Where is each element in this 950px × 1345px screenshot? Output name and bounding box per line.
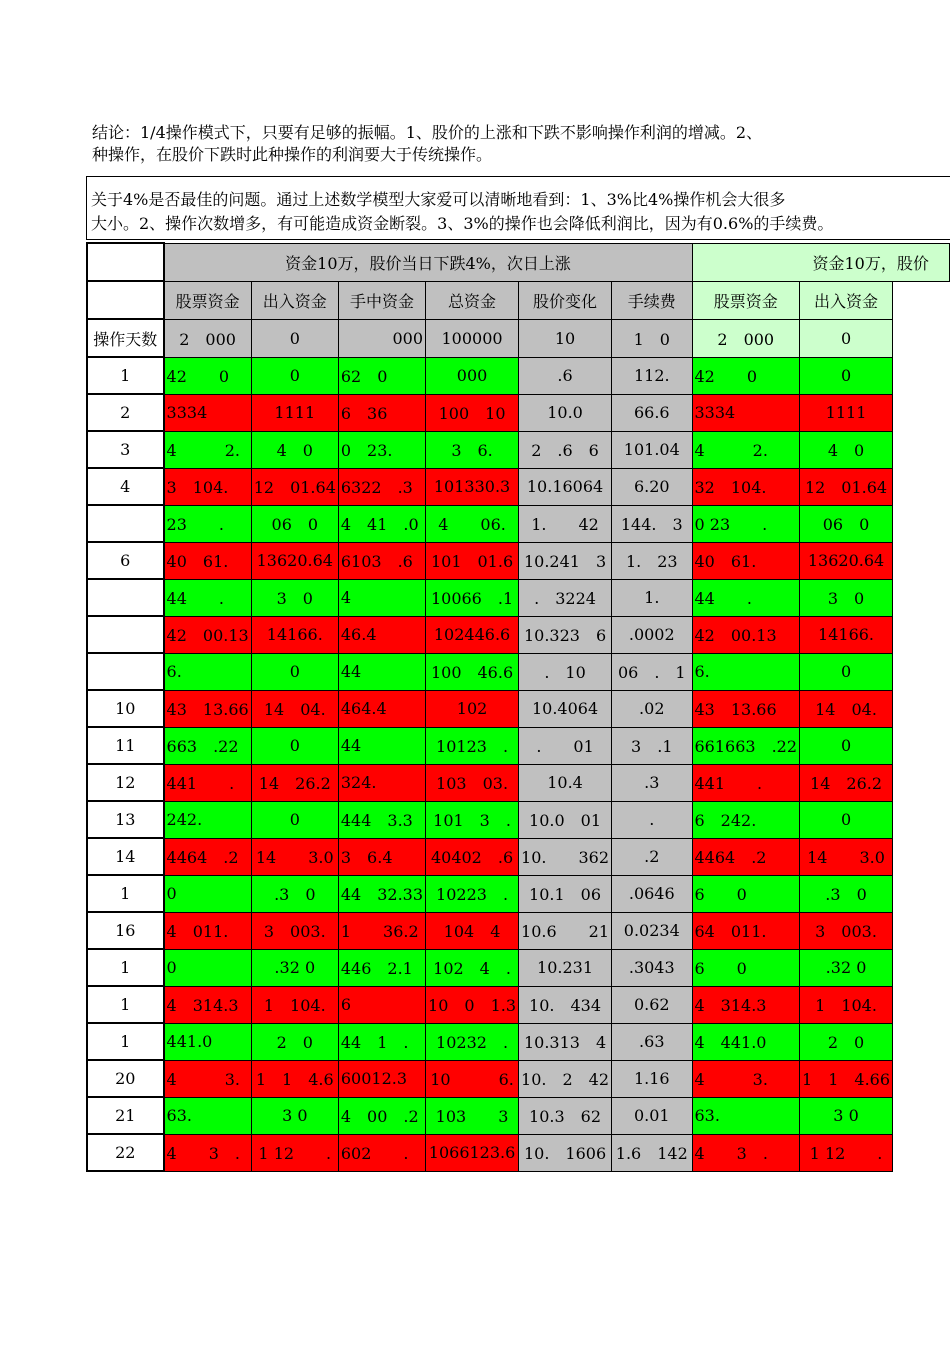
data-cell: 1 104. <box>251 986 338 1023</box>
empty-cell <box>893 1060 950 1097</box>
data-cell: .32 0 <box>800 949 893 986</box>
conclusion-text <box>92 122 950 166</box>
data-cell: 14 26.2 <box>800 764 893 801</box>
data-cell: 6 0 <box>692 949 800 986</box>
data-cell: 6 242. <box>692 801 800 838</box>
data-cell: 3334 <box>164 394 252 431</box>
corner-cell <box>87 243 164 281</box>
day-cell <box>87 653 164 690</box>
data-cell: 103 3 <box>426 1097 519 1134</box>
conclusion-line-1: 结论：1/4操作模式下，只要有足够的振幅。1、股价的上涨和下跌不影响操作利润的增减。2、 <box>92 123 763 142</box>
table-row <box>87 727 950 764</box>
day-cell: 1 <box>87 357 164 394</box>
data-cell: 4 3 . <box>692 1134 800 1171</box>
data-cell: 44 1 . <box>338 1023 425 1060</box>
data-cell: 60012.3 <box>338 1060 425 1097</box>
data-cell: 10 6. <box>426 1060 519 1097</box>
data-cell: 441 . <box>164 764 252 801</box>
data-cell: 324. <box>338 764 425 801</box>
data-cell: 32 104. <box>692 468 800 505</box>
data-cell: 4 <box>338 579 425 616</box>
data-cell: 40402 .6 <box>426 838 519 875</box>
table-row <box>87 431 950 468</box>
empty-cell <box>893 653 950 690</box>
group-title-row <box>87 243 950 281</box>
header-corner-cell <box>87 281 164 319</box>
data-cell: . 10 <box>519 653 612 690</box>
data-cell: 0.01 <box>612 1097 692 1134</box>
empty-cell <box>893 801 950 838</box>
data-cell: 103 03. <box>426 764 519 801</box>
table-row <box>87 875 950 912</box>
initial-value-cell: 100000 <box>426 319 519 357</box>
data-cell: 06 0 <box>251 505 338 542</box>
data-cell: 10.4064 <box>519 690 612 727</box>
data-cell: 3334 <box>692 394 800 431</box>
group2-title: 资金10万，股价 <box>692 243 950 281</box>
data-cell: . <box>612 801 692 838</box>
data-cell: 464.4 <box>338 690 425 727</box>
empty-cell <box>893 690 950 727</box>
data-cell: 1 36.2 <box>338 912 425 949</box>
data-cell: 1.16 <box>612 1060 692 1097</box>
empty-cell <box>893 542 950 579</box>
empty-cell <box>893 616 950 653</box>
data-cell: 0.62 <box>612 986 692 1023</box>
table-row <box>87 1060 950 1097</box>
data-cell: 0.0234 <box>612 912 692 949</box>
day-cell: 1 <box>87 986 164 1023</box>
data-cell: 2 0 <box>251 1023 338 1060</box>
data-cell: 10.6 21 <box>519 912 612 949</box>
table-row <box>87 394 950 431</box>
data-cell: 42 00.13 <box>692 616 800 653</box>
table-row <box>87 838 950 875</box>
empty-cell <box>893 431 950 468</box>
data-cell: 441 . <box>692 764 800 801</box>
data-cell: 10. 1606 <box>519 1134 612 1171</box>
data-cell: 1. <box>612 579 692 616</box>
data-cell: 6322 .3 <box>338 468 425 505</box>
data-cell: 1 1 4.6 <box>251 1060 338 1097</box>
data-cell: 12 01.64 <box>800 468 893 505</box>
data-cell: 10.231 <box>519 949 612 986</box>
data-cell: 10.4 <box>519 764 612 801</box>
conclusion-line-2: 种操作，在股价下跌时此种操作的利润要大于传统操作。 <box>92 145 493 164</box>
data-cell: . 01 <box>519 727 612 764</box>
data-cell: 3 6.4 <box>338 838 425 875</box>
data-cell: 10. 434 <box>519 986 612 1023</box>
column-header: 手续费 <box>612 281 692 319</box>
spreadsheet-table-wrapper <box>86 242 950 1222</box>
data-cell: 42 00.13 <box>164 616 252 653</box>
data-cell: 0 23. <box>338 431 425 468</box>
data-cell: 10.0 01 <box>519 801 612 838</box>
day-cell <box>87 579 164 616</box>
data-cell: 0 <box>164 949 252 986</box>
data-cell: 10223 . <box>426 875 519 912</box>
data-cell: 102 <box>426 690 519 727</box>
initial-row <box>87 319 950 357</box>
table-row <box>87 616 950 653</box>
data-cell: 1 12 . <box>251 1134 338 1171</box>
empty-cell <box>893 394 950 431</box>
empty-cell <box>893 1134 950 1171</box>
initial-value-cell: 0 <box>800 319 893 357</box>
day-cell <box>87 616 164 653</box>
day-cell: 16 <box>87 912 164 949</box>
day-cell: 13 <box>87 801 164 838</box>
note-line-2: 大小。2、操作次数增多，有可能造成资金断裂。3、3%的操作也会降低利润比，因为有0.6%的手续费。 <box>91 214 834 233</box>
data-cell: 13620.64 <box>251 542 338 579</box>
data-cell: 4 06. <box>426 505 519 542</box>
data-cell: 42 0 <box>164 357 252 394</box>
data-cell: 144. 3 <box>612 505 692 542</box>
data-cell: .6 <box>519 357 612 394</box>
column-header: 总资金 <box>426 281 519 319</box>
column-header: 股票资金 <box>164 281 252 319</box>
data-cell: 64 011. <box>692 912 800 949</box>
data-cell: 3 0 <box>251 579 338 616</box>
data-cell: .02 <box>612 690 692 727</box>
data-cell: 0 <box>251 801 338 838</box>
data-cell: 3 104. <box>164 468 252 505</box>
data-cell: 06 . 1 <box>612 653 692 690</box>
day-cell: 1 <box>87 875 164 912</box>
data-cell: 663 .22 <box>164 727 252 764</box>
data-cell: 63. <box>692 1097 800 1134</box>
day-cell: 14 <box>87 838 164 875</box>
note-line-1: 关于4%是否最佳的问题。通过上述数学模型大家爱可以清晰地看到：1、3%比4%操作机会大很多 <box>91 190 786 209</box>
data-cell: 0 23 . <box>692 505 800 542</box>
data-cell: 06 0 <box>800 505 893 542</box>
empty-cell <box>893 727 950 764</box>
data-cell: 242. <box>164 801 252 838</box>
day-cell: 12 <box>87 764 164 801</box>
table-row <box>87 579 950 616</box>
day-cell: 11 <box>87 727 164 764</box>
note-box <box>86 176 950 240</box>
data-cell: 10.241 3 <box>519 542 612 579</box>
data-cell: .3 <box>612 764 692 801</box>
day-cell: 6 <box>87 542 164 579</box>
data-cell: 14166. <box>251 616 338 653</box>
data-cell: 6. <box>164 653 252 690</box>
data-cell: 44 . <box>164 579 252 616</box>
data-cell: 4 2. <box>692 431 800 468</box>
data-cell: 4 314.3 <box>164 986 252 1023</box>
data-cell: 10 0 1.3 <box>426 986 519 1023</box>
data-cell: 4 3. <box>692 1060 800 1097</box>
table-row <box>87 1023 950 1060</box>
data-cell: 1.6 142 <box>612 1134 692 1171</box>
empty-cell <box>893 875 950 912</box>
data-cell: 6.20 <box>612 468 692 505</box>
empty-cell <box>893 1097 950 1134</box>
data-cell: 4 00 .2 <box>338 1097 425 1134</box>
day-cell: 4 <box>87 468 164 505</box>
data-cell: 6103 .6 <box>338 542 425 579</box>
day-cell: 21 <box>87 1097 164 1134</box>
data-cell: 14 3.0 <box>251 838 338 875</box>
table-row <box>87 542 950 579</box>
initial-value-cell: 2 000 <box>692 319 800 357</box>
empty-cell <box>893 912 950 949</box>
data-cell: 101.04 <box>612 431 692 468</box>
data-cell: 13620.64 <box>800 542 893 579</box>
data-cell: 10066 .1 <box>426 579 519 616</box>
table-row <box>87 505 950 542</box>
header-row <box>87 281 950 319</box>
data-cell: 441.0 <box>164 1023 252 1060</box>
data-cell: 66.6 <box>612 394 692 431</box>
init-label: 操作天数 <box>87 319 164 357</box>
data-cell: 0 <box>800 801 893 838</box>
column-header: 股价变化 <box>519 281 612 319</box>
table-row <box>87 653 950 690</box>
day-cell: 20 <box>87 1060 164 1097</box>
empty-cell <box>893 281 950 319</box>
data-cell: 62 0 <box>338 357 425 394</box>
data-cell: 44 . <box>692 579 800 616</box>
data-cell: 3 6. <box>426 431 519 468</box>
data-cell: 101 3 . <box>426 801 519 838</box>
data-cell: 14 04. <box>251 690 338 727</box>
data-cell: 3 0 <box>251 1097 338 1134</box>
data-cell: 4 3 . <box>164 1134 252 1171</box>
data-cell: 3 .1 <box>612 727 692 764</box>
data-cell: 4 0 <box>251 431 338 468</box>
data-cell: 101330.3 <box>426 468 519 505</box>
data-cell: 1066123.6 <box>426 1134 519 1171</box>
table-row <box>87 986 950 1023</box>
column-header: 手中资金 <box>338 281 425 319</box>
data-cell: .3 0 <box>251 875 338 912</box>
empty-cell <box>893 579 950 616</box>
data-cell: 000 <box>426 357 519 394</box>
data-cell: 3 0 <box>800 1097 893 1134</box>
data-cell: 12 01.64 <box>251 468 338 505</box>
day-cell: 1 <box>87 1023 164 1060</box>
data-cell: 44 <box>338 653 425 690</box>
data-cell: 3 003. <box>800 912 893 949</box>
data-cell: 40 61. <box>692 542 800 579</box>
day-cell: 1 <box>87 949 164 986</box>
empty-cell <box>893 357 950 394</box>
data-cell: 6 0 <box>692 875 800 912</box>
data-cell: 4 011. <box>164 912 252 949</box>
data-cell: 14 26.2 <box>251 764 338 801</box>
data-cell: 4464 .2 <box>164 838 252 875</box>
day-cell <box>87 505 164 542</box>
table-row <box>87 690 950 727</box>
data-cell: 2 0 <box>800 1023 893 1060</box>
initial-value-cell: 1 0 <box>612 319 692 357</box>
data-cell: 4464 .2 <box>692 838 800 875</box>
data-cell: 1. 23 <box>612 542 692 579</box>
data-cell: .3043 <box>612 949 692 986</box>
data-cell: 0 <box>251 653 338 690</box>
data-cell: 10.323 6 <box>519 616 612 653</box>
table-row <box>87 468 950 505</box>
data-cell: 0 <box>800 727 893 764</box>
data-cell: 40 61. <box>164 542 252 579</box>
data-cell: 14 3.0 <box>800 838 893 875</box>
data-cell: 602 . <box>338 1134 425 1171</box>
table-row <box>87 1134 950 1171</box>
table-body <box>87 243 950 1171</box>
data-cell: 46.4 <box>338 616 425 653</box>
data-cell: 100 46.6 <box>426 653 519 690</box>
empty-cell <box>893 986 950 1023</box>
data-cell: 10.1 06 <box>519 875 612 912</box>
data-cell: . 3224 <box>519 579 612 616</box>
data-cell: 0 <box>251 727 338 764</box>
data-cell: 10123 . <box>426 727 519 764</box>
initial-value-cell: 2 000 <box>164 319 252 357</box>
data-cell: 1111 <box>800 394 893 431</box>
data-cell: .0002 <box>612 616 692 653</box>
data-cell: 4 0 <box>800 431 893 468</box>
data-cell: 10. 2 42 <box>519 1060 612 1097</box>
empty-cell <box>893 319 950 357</box>
data-cell: 3 0 <box>800 579 893 616</box>
data-cell: .0646 <box>612 875 692 912</box>
table-row <box>87 1097 950 1134</box>
group1-title: 资金10万，股价当日下跌4%，次日上涨 <box>164 243 692 281</box>
empty-cell <box>893 468 950 505</box>
day-cell: 2 <box>87 394 164 431</box>
data-cell: 10.16064 <box>519 468 612 505</box>
column-header: 出入资金 <box>800 281 893 319</box>
data-cell: 10. 362 <box>519 838 612 875</box>
table-row <box>87 764 950 801</box>
data-cell: 10.0 <box>519 394 612 431</box>
data-cell: .2 <box>612 838 692 875</box>
data-cell: 1. 42 <box>519 505 612 542</box>
data-cell: 4 41 .0 <box>338 505 425 542</box>
data-cell: 14166. <box>800 616 893 653</box>
day-cell: 10 <box>87 690 164 727</box>
initial-value-cell: 0 <box>251 319 338 357</box>
table-row <box>87 912 950 949</box>
day-cell: 22 <box>87 1134 164 1171</box>
data-cell: 102446.6 <box>426 616 519 653</box>
data-cell: 43 13.66 <box>692 690 800 727</box>
data-cell: 42 0 <box>692 357 800 394</box>
data-cell: 6. <box>692 653 800 690</box>
data-cell: 0 <box>800 357 893 394</box>
data-cell: 23 . <box>164 505 252 542</box>
day-cell: 3 <box>87 431 164 468</box>
initial-value-cell: 10 <box>519 319 612 357</box>
data-cell: .3 0 <box>800 875 893 912</box>
empty-cell <box>893 838 950 875</box>
empty-cell <box>893 949 950 986</box>
data-cell: 10.3 62 <box>519 1097 612 1134</box>
spreadsheet-table <box>86 242 950 1172</box>
data-cell: 1 12 . <box>800 1134 893 1171</box>
data-cell: 661663 .22 <box>692 727 800 764</box>
data-cell: 102 4 . <box>426 949 519 986</box>
data-cell: 101 01.6 <box>426 542 519 579</box>
initial-value-cell: 000 <box>338 319 425 357</box>
data-cell: 10232 . <box>426 1023 519 1060</box>
empty-cell <box>893 764 950 801</box>
data-cell: .63 <box>612 1023 692 1060</box>
data-cell: 104 4 <box>426 912 519 949</box>
data-cell: 446 2.1 <box>338 949 425 986</box>
column-header: 股票资金 <box>692 281 800 319</box>
data-cell: 112. <box>612 357 692 394</box>
data-cell: .32 0 <box>251 949 338 986</box>
data-cell: 100 10 <box>426 394 519 431</box>
column-header: 出入资金 <box>251 281 338 319</box>
data-cell: 1111 <box>251 394 338 431</box>
data-cell: 43 13.66 <box>164 690 252 727</box>
data-cell: 6 <box>338 986 425 1023</box>
table-row <box>87 357 950 394</box>
data-cell: 4 2. <box>164 431 252 468</box>
data-cell: 1 1 4.66 <box>800 1060 893 1097</box>
data-cell: 44 <box>338 727 425 764</box>
table-row <box>87 801 950 838</box>
data-cell: 0 <box>800 653 893 690</box>
data-cell: 0 <box>251 357 338 394</box>
table-row <box>87 949 950 986</box>
data-cell: 10.313 4 <box>519 1023 612 1060</box>
data-cell: 3 003. <box>251 912 338 949</box>
data-cell: 4 3. <box>164 1060 252 1097</box>
data-cell: 444 3.3 <box>338 801 425 838</box>
empty-cell <box>893 505 950 542</box>
data-cell: 1 104. <box>800 986 893 1023</box>
data-cell: 14 04. <box>800 690 893 727</box>
data-cell: 2 .6 6 <box>519 431 612 468</box>
data-cell: 63. <box>164 1097 252 1134</box>
data-cell: 0 <box>164 875 252 912</box>
data-cell: 4 314.3 <box>692 986 800 1023</box>
data-cell: 44 32.33 <box>338 875 425 912</box>
data-cell: 4 441.0 <box>692 1023 800 1060</box>
data-cell: 6 36 <box>338 394 425 431</box>
empty-cell <box>893 1023 950 1060</box>
